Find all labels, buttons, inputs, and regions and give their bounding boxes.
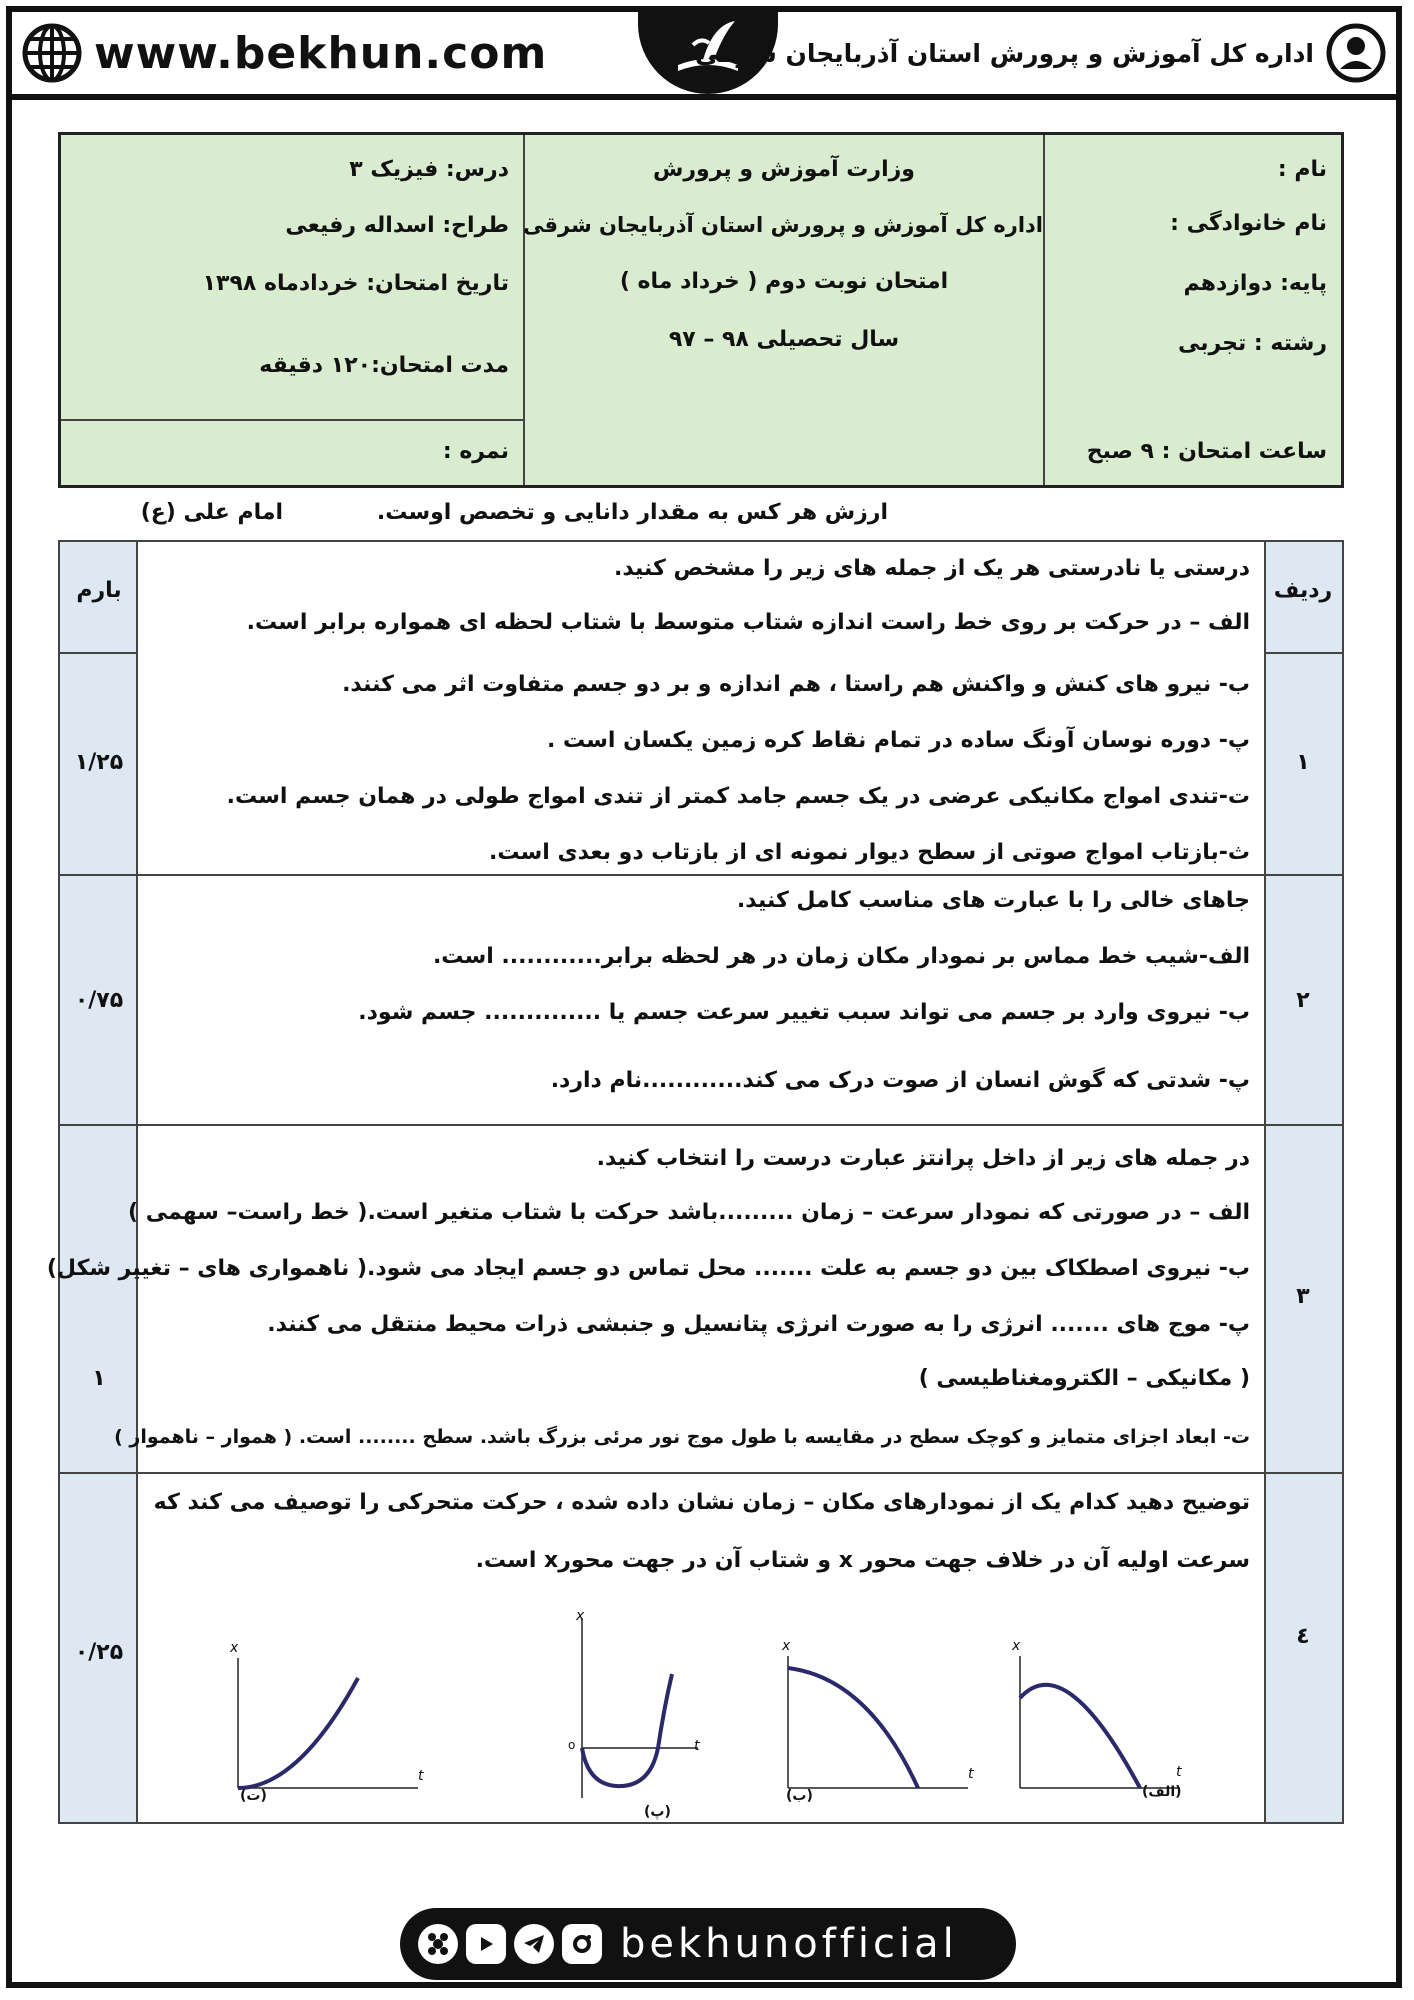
telegram-icon[interactable] <box>514 1924 554 1964</box>
question-line: ( مکانیکی – الکترومغناطیسی ) <box>918 1366 1250 1391</box>
ministry-title: وزارت آموزش و پرورش <box>653 157 915 182</box>
row-divider-3 <box>60 1472 1342 1474</box>
graph-alef <box>990 1638 1190 1808</box>
website-link[interactable] <box>22 20 547 86</box>
question-number: ۳ <box>1296 1284 1310 1309</box>
office-text: اداره کل آموزش و پرورش استان آذربایجان شرقی <box>695 38 1314 68</box>
social-handle[interactable]: bekhunofficial <box>620 1921 958 1967</box>
question-line: توضیح دهید کدام یک از نمودارهای مکان – زمان نشان داده شده ، حرکت متحرکی را توصیف می کند که <box>153 1490 1250 1515</box>
question-number: ٤ <box>1296 1624 1310 1649</box>
score-column <box>60 542 138 1822</box>
row-header-divider <box>1264 652 1342 654</box>
graph-label: (ب) <box>786 1788 813 1804</box>
question-number: ۲ <box>1296 988 1310 1013</box>
exam-details-column <box>61 135 523 485</box>
question-number: ۱ <box>1296 750 1310 775</box>
website-text: www.bekhun.com <box>94 27 548 79</box>
quote-text: ارزش هر کس به مقدار دانایی و تخصص اوست. <box>376 500 888 525</box>
question-line: ث-بازتاب امواج صوتی از سطح دیوار نمونه ای از بازتاب دو بعدی است. <box>488 840 1250 865</box>
exam-date: تاریخ امتحان: خردادماه ۱۳۹۸ <box>202 271 509 296</box>
position-time-graph <box>208 1638 438 1808</box>
graph-pe <box>508 1608 708 1828</box>
exam-round: امتحان نوبت دوم ( خرداد ماه ) <box>619 269 949 294</box>
ministry-column <box>523 135 1043 485</box>
question-line: الف – در صورتی که نمودار سرعت – زمان .........باشد حرکت با شتاب متغیر است.( خط راست– سهمی ) <box>128 1200 1250 1225</box>
graph-label: (الف) <box>1142 1784 1182 1800</box>
question-line: پ- شدتی که گوش انسان از صوت درک می کند............نام دارد. <box>550 1068 1250 1093</box>
position-time-graph <box>990 1638 1190 1808</box>
office-line: اداره کل آموزش و پرورش استان آذربایجان شرقی <box>523 213 1043 237</box>
graph-x-axis-label: t <box>694 1738 700 1754</box>
graph-x-axis-label: t <box>968 1766 974 1782</box>
question-line: الف-شیب خط مماس بر نمودار مکان زمان در هر لحظه برابر............ است. <box>432 944 1250 969</box>
row-header: ردیف <box>1273 578 1333 603</box>
questions-table <box>46 540 1344 1824</box>
question-line: پ- موج های ....... انرژی را به صورت انرژی پتانسیل و جنبشی ذرات محیط منتقل می کنند. <box>267 1312 1250 1337</box>
question-line: جاهای خالی را با عبارت های مناسب کامل کنید. <box>736 888 1250 913</box>
position-time-graph <box>778 1638 978 1808</box>
exam-info-table <box>58 132 1344 488</box>
row-divider-2 <box>60 1124 1342 1126</box>
name-field: نام : <box>1277 157 1327 182</box>
user-profile-icon <box>1326 23 1386 83</box>
family-field: نام خانوادگی : <box>1170 211 1327 236</box>
grade-field: پایه: دوازدهم <box>1183 271 1327 296</box>
graph-label: (ت) <box>240 1788 267 1804</box>
graph-y-axis-label: x <box>782 1638 791 1654</box>
question-line: ب- نیروی اصطکاک بین دو جسم به علت ....... محل تماس دو جسم ایجاد می شود.( ناهمواری های – تغییر شکل) <box>46 1256 1250 1281</box>
office-title <box>695 20 1386 86</box>
exam-page <box>6 6 1402 1988</box>
score-header-divider <box>60 652 138 654</box>
question-score: ۱/۲۵ <box>74 750 124 775</box>
question-line: ب- نیرو های کنش و واکنش هم راستا ، هم اندازه و بر دو جسم متفاوت اثر می کنند. <box>342 672 1250 697</box>
header-divider <box>12 94 1396 100</box>
score-divider <box>61 419 523 421</box>
instagram-icon[interactable] <box>562 1924 602 1964</box>
globe-icon <box>22 23 82 83</box>
exam-time: ساعت امتحان : ۹ صبح <box>1086 439 1327 464</box>
exam-duration: مدت امتحان:۱۲۰ دقیقه <box>259 353 509 378</box>
position-time-graph <box>508 1608 708 1828</box>
question-score: ۰/۷۵ <box>74 988 124 1013</box>
row-divider-1 <box>60 874 1342 876</box>
designer: طراح: اسداله رفیعی <box>285 213 509 238</box>
quote-author: امام علی (ع) <box>140 500 283 525</box>
question-line: در جمله های زیر از داخل پرانتز عبارت درست را انتخاب کنید. <box>596 1146 1250 1171</box>
question-line: الف – در حرکت بر روی خط راست اندازه شتاب متوسط با شتاب لحظه ای همواره برابر است. <box>246 610 1250 635</box>
aparat-icon[interactable] <box>418 1924 458 1964</box>
question-score: ۰/۲۵ <box>74 1640 124 1665</box>
question-line: پ- دوره نوسان آونگ ساده در تمام نقاط کره زمین یکسان است . <box>546 728 1250 753</box>
question-line: سرعت اولیه آن در خلاف جهت محور x و شتاب آن در جهت محورx است. <box>475 1548 1250 1573</box>
score-field: نمره : <box>442 439 509 464</box>
graph-y-axis-label: x <box>230 1640 239 1656</box>
graph-te <box>208 1638 438 1808</box>
score-header: بارم <box>76 578 122 603</box>
graph-y-axis-label: x <box>576 1608 585 1624</box>
field-of-study: رشته : تجربی <box>1177 331 1327 356</box>
graph-origin-label: o <box>568 1738 576 1752</box>
question-line: ب- نیروی وارد بر جسم می تواند سبب تغییر سرعت جسم یا .............. جسم شود. <box>358 1000 1250 1025</box>
graph-x-axis-label: t <box>1176 1764 1182 1780</box>
youtube-icon[interactable] <box>466 1924 506 1964</box>
graph-x-axis-label: t <box>418 1768 424 1784</box>
question-line: ت- ابعاد اجزای متمایز و کوچک سطح در مقایسه با طول موج نور مرئی بزرگ باشد. سطح ........ است. ( هموار – ناهموار ) <box>114 1426 1250 1448</box>
social-footer <box>400 1908 1016 1980</box>
school-year: سال تحصیلی ۹۸ – ۹۷ <box>668 327 900 352</box>
site-header <box>12 12 1396 94</box>
quote-line <box>12 494 1402 534</box>
question-score: ۱ <box>92 1366 106 1391</box>
question-line: ت-تندی امواج مکانیکی عرضی در یک جسم جامد کمتر از تندی امواج طولی در همان جسم است. <box>226 784 1250 809</box>
question-line: درستی یا نادرستی هر یک از جمله های زیر را مشخص کنید. <box>613 556 1250 581</box>
subject: درس: فیزیک ۳ <box>349 157 509 182</box>
student-info-column <box>1043 135 1341 485</box>
graph-y-axis-label: x <box>1012 1638 1021 1654</box>
graph-be <box>778 1638 978 1808</box>
graph-label: (پ) <box>644 1804 671 1820</box>
